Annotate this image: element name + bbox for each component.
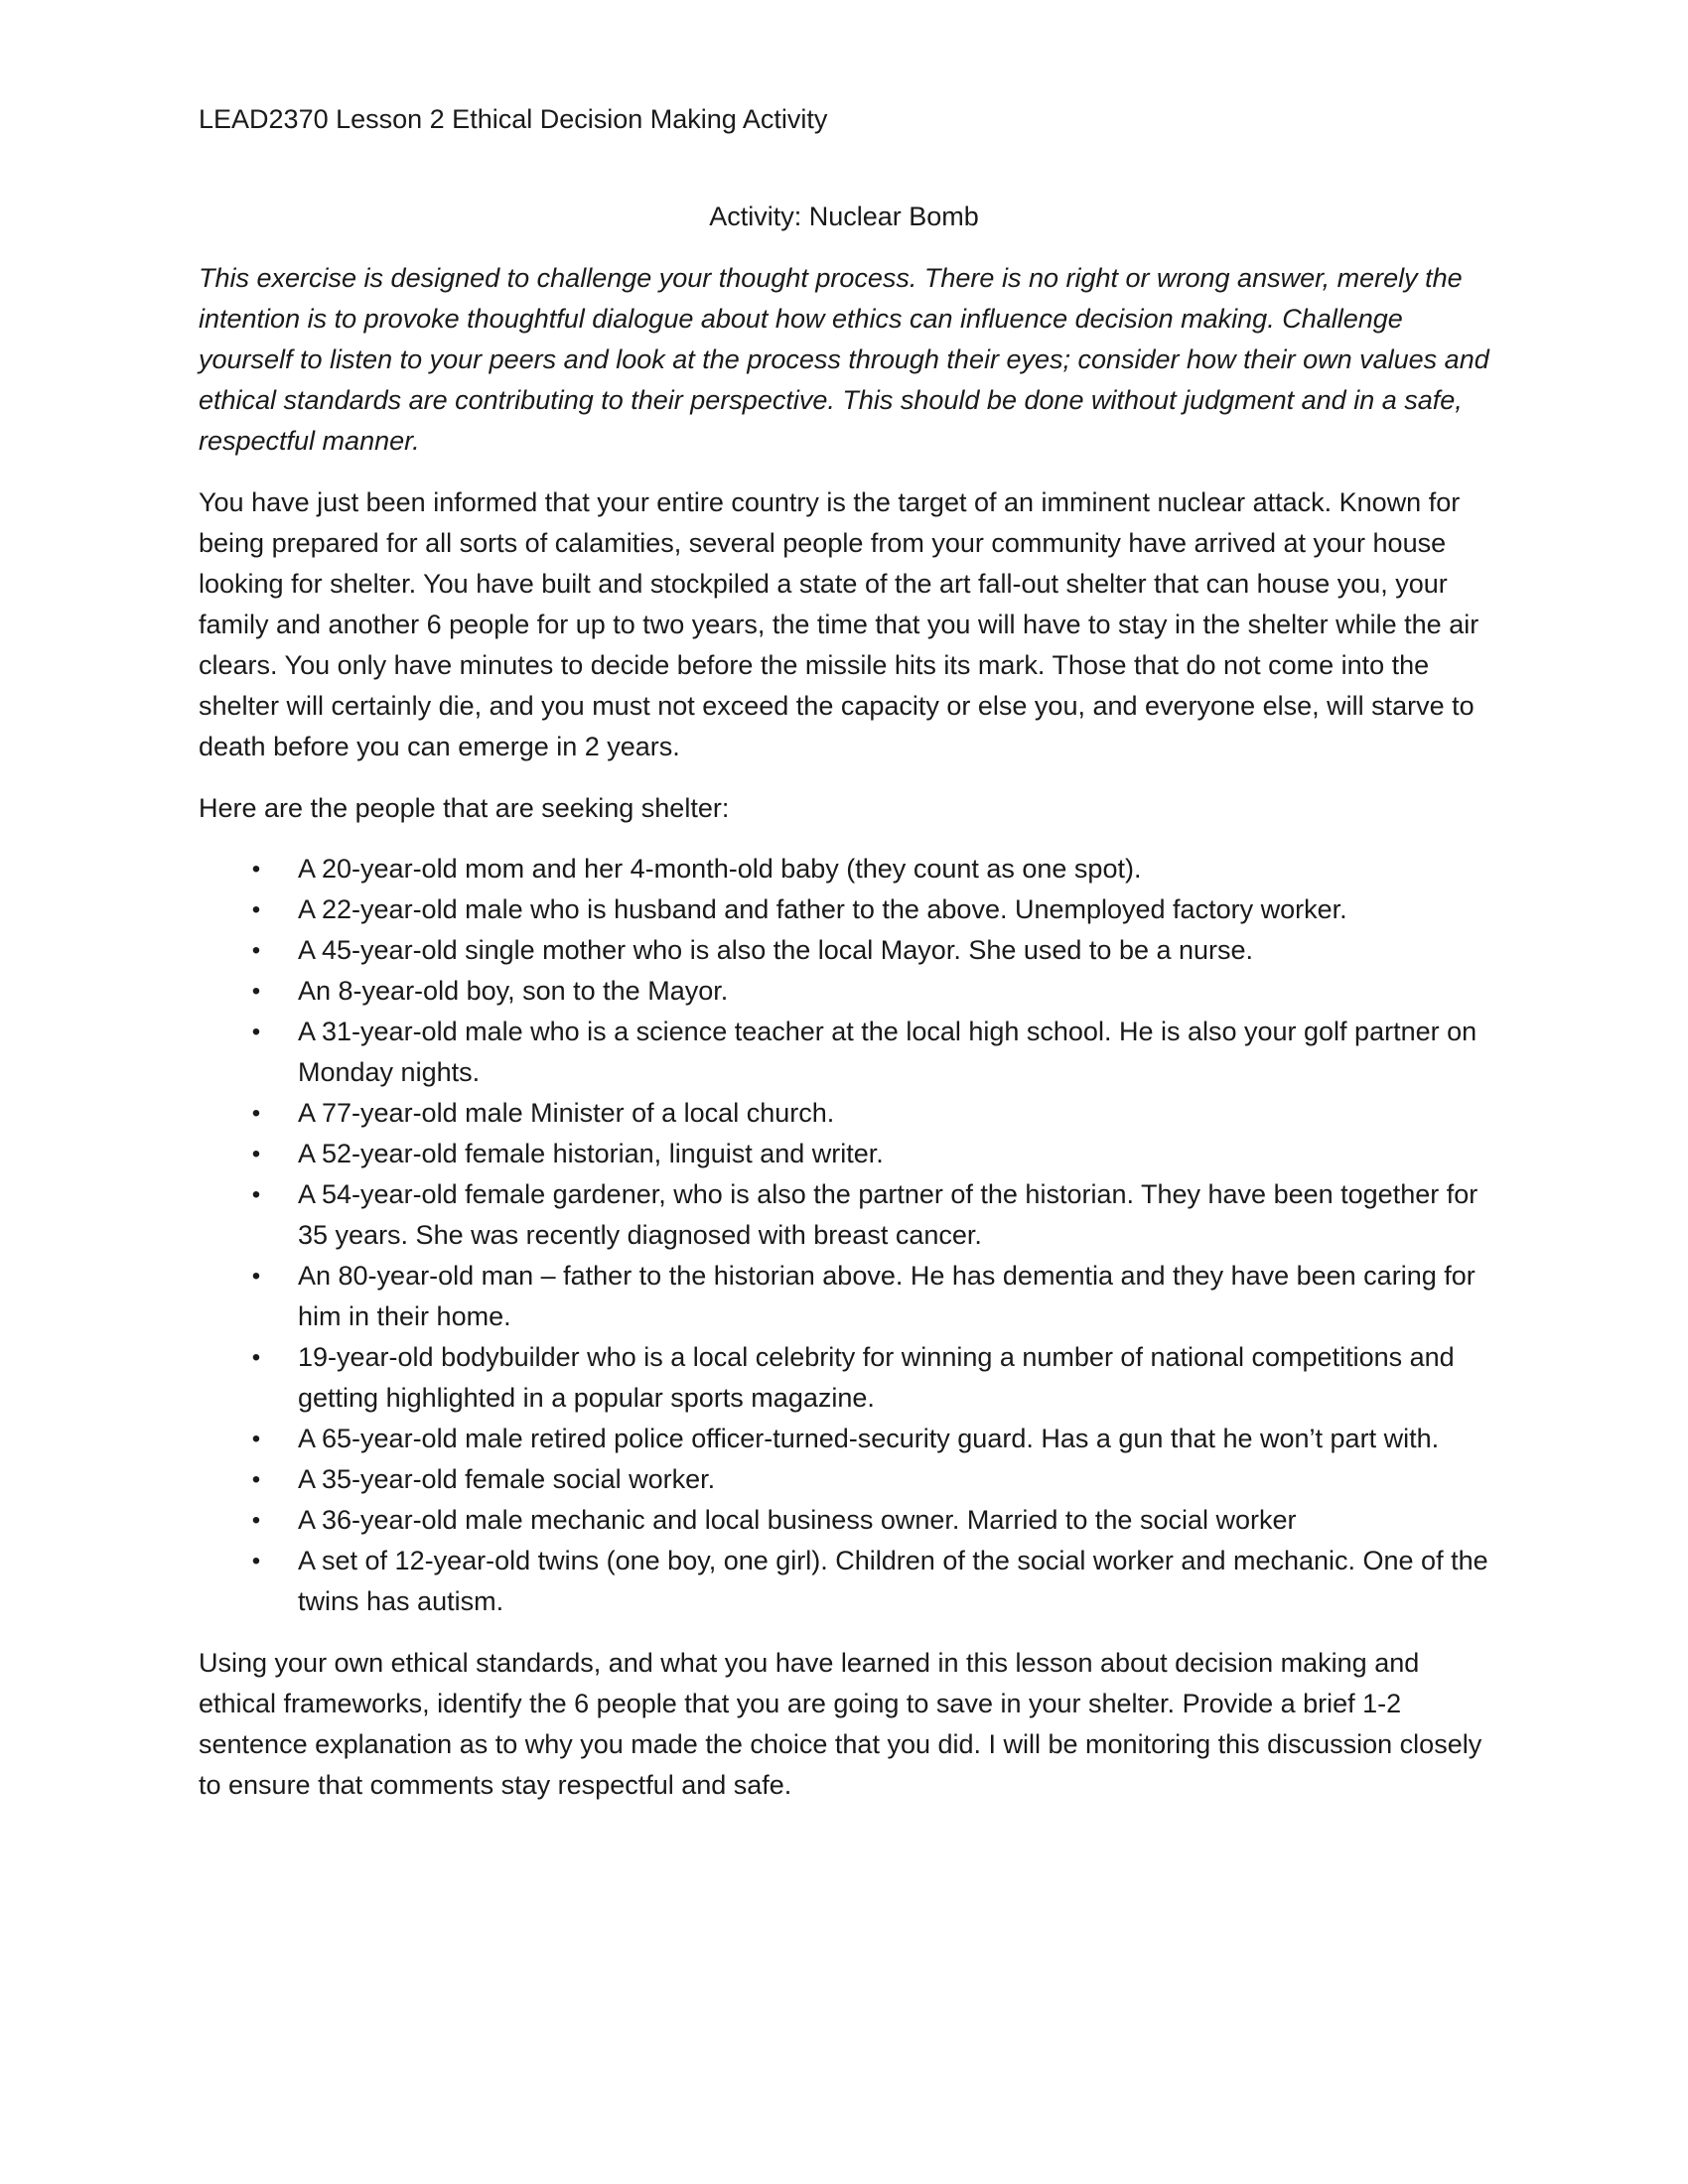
list-item bbox=[199, 1134, 1489, 1174]
intro-paragraph: This exercise is designed to challenge your thought process. There is no right or wrong answer, merely the intention is to provoke thoughtful dialogue about how ethics can influence decision making. Challenge yourself to listen to your peers and look at the process through their eyes; consider how their own values and ethical standards are contributing to their perspective. This should be done without judgment and in a safe, respectful manner. bbox=[199, 263, 1489, 456]
list-item-text: A 35-year-old female social worker. bbox=[298, 1464, 716, 1494]
list-item-text: An 80-year-old man – father to the historian above. He has dementia and they have been caring for him in their home. bbox=[298, 1261, 1476, 1331]
list-item bbox=[199, 849, 1489, 889]
list-item-text: A 45-year-old single mother who is also the local Mayor. She used to be a nurse. bbox=[298, 935, 1254, 965]
list-item bbox=[199, 1093, 1489, 1134]
list-item bbox=[199, 930, 1489, 971]
bullet-icon: • bbox=[251, 1344, 261, 1371]
list-item-text: A set of 12-year-old twins (one boy, one girl). Children of the social worker and mechanic. One of the twins has autism. bbox=[298, 1546, 1488, 1616]
list-item bbox=[199, 1174, 1489, 1256]
bullet-icon: • bbox=[251, 978, 261, 1005]
bullet-icon: • bbox=[251, 1181, 261, 1208]
activity-title: Activity: Nuclear Bomb bbox=[709, 202, 979, 231]
list-item-text: A 31-year-old male who is a science teacher at the local high school. He is also your golf partner on Monday nights. bbox=[298, 1017, 1477, 1087]
scenario-paragraph: You have just been informed that your entire country is the target of an imminent nuclear attack. Known for being prepared for all sorts of calamities, several people from your community have arrived at your house looking for shelter. You have built and stockpiled a state of the art fall-out shelter that can house you, your family and another 6 people for up to two years, the time that you will have to stay in the shelter while the air clears. You only have minutes to decide before the missile hits its mark. Those that do not come into the shelter will certainly die, and you must not exceed the capacity or else you, and everyone else, will starve to death before you can emerge in 2 years. bbox=[199, 487, 1479, 761]
list-item bbox=[199, 1459, 1489, 1500]
list-item bbox=[199, 1500, 1489, 1541]
document-body bbox=[199, 197, 1489, 1806]
document-header: LEAD2370 Lesson 2 Ethical Decision Making Activity bbox=[199, 104, 828, 134]
bullet-icon: • bbox=[251, 1100, 261, 1127]
bullet-icon: • bbox=[251, 937, 261, 964]
list-item-text: A 20-year-old mom and her 4-month-old baby (they count as one spot). bbox=[298, 854, 1142, 884]
list-item-text: A 36-year-old male mechanic and local business owner. Married to the social worker bbox=[298, 1505, 1297, 1535]
list-item-text: A 54-year-old female gardener, who is also the partner of the historian. They have been together for 35 years. She was recently diagnosed with breast cancer. bbox=[298, 1179, 1478, 1250]
bullet-icon: • bbox=[251, 1141, 261, 1167]
bullet-icon: • bbox=[251, 856, 261, 883]
list-item-text: 19-year-old bodybuilder who is a local celebrity for winning a number of national competitions and getting highlighted in a popular sports magazine. bbox=[298, 1342, 1455, 1413]
bullet-icon: • bbox=[251, 1019, 261, 1045]
bullet-icon: • bbox=[251, 1466, 261, 1493]
list-item bbox=[199, 1419, 1489, 1459]
bullet-icon: • bbox=[251, 896, 261, 923]
bullet-icon: • bbox=[251, 1548, 261, 1574]
bullet-icon: • bbox=[251, 1263, 261, 1290]
list-item-text: An 8-year-old boy, son to the Mayor. bbox=[298, 976, 729, 1006]
instructions-paragraph: Using your own ethical standards, and what you have learned in this lesson about decision making and ethical frameworks, identify the 6 people that you are going to save in your shelter. Provide a brief 1-2 sentence explanation as to why you made the choice that you did. I will be monitoring this discussion closely to ensure that comments stay respectful and safe. bbox=[199, 1648, 1482, 1800]
list-item bbox=[199, 889, 1489, 930]
list-item bbox=[199, 1541, 1489, 1622]
bullet-icon: • bbox=[251, 1426, 261, 1452]
list-intro: Here are the people that are seeking shelter: bbox=[199, 793, 730, 823]
list-item-text: A 22-year-old male who is husband and father to the above. Unemployed factory worker. bbox=[298, 894, 1347, 924]
list-item bbox=[199, 1012, 1489, 1093]
list-item bbox=[199, 971, 1489, 1012]
list-item-text: A 77-year-old male Minister of a local church. bbox=[298, 1098, 835, 1128]
list-item-text: A 65-year-old male retired police officer-turned-security guard. Has a gun that he won’t part with. bbox=[298, 1424, 1440, 1453]
list-item bbox=[199, 1337, 1489, 1419]
people-list bbox=[199, 849, 1489, 1622]
list-item bbox=[199, 1256, 1489, 1337]
bullet-icon: • bbox=[251, 1507, 261, 1534]
list-item-text: A 52-year-old female historian, linguist and writer. bbox=[298, 1139, 884, 1168]
